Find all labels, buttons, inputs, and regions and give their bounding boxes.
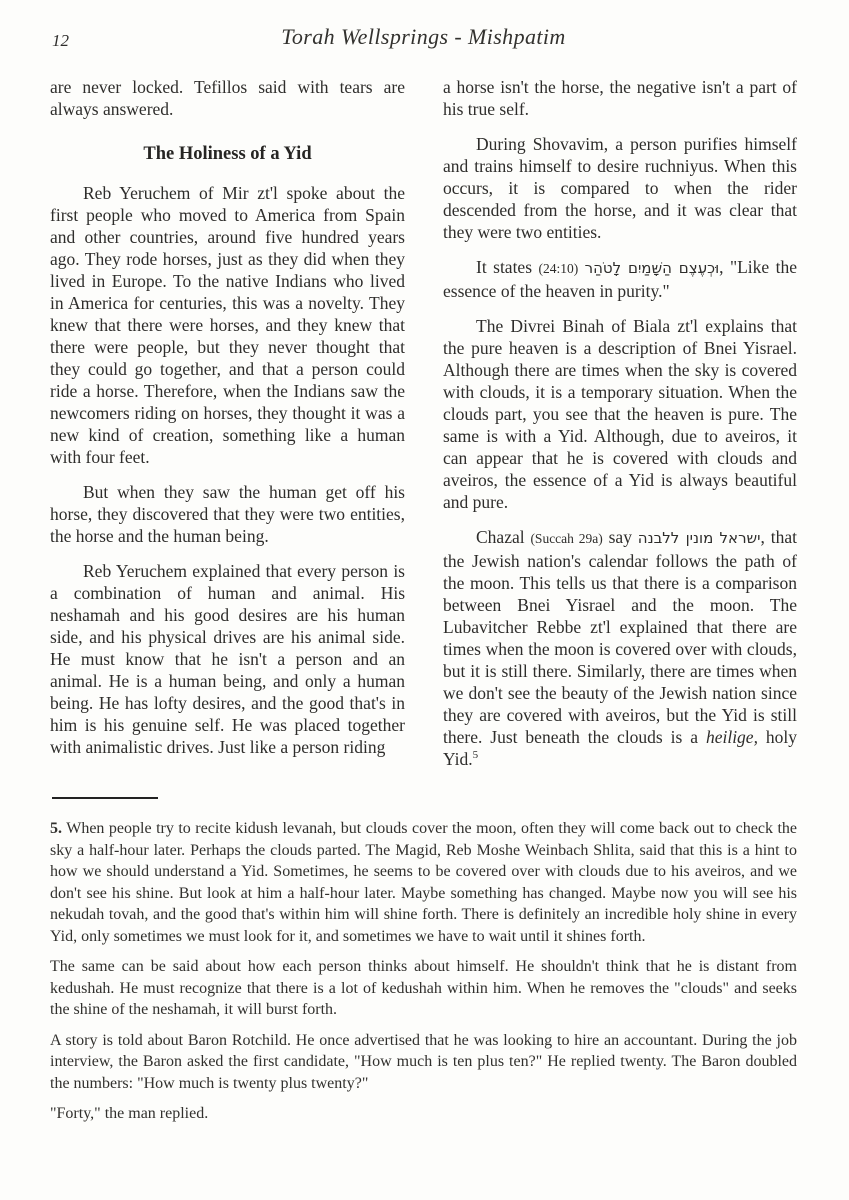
verse-translation: , "Like the essence of the heaven in purity." <box>443 257 797 301</box>
body-columns <box>50 76 797 783</box>
footnote-5-text: When people try to recite kidush levanah, but clouds cover the moon, often they will come back out to check the sky a half-hour later. Perhaps the clouds parted. The Magid, Reb Moshe Weinbach Shlita, said that this is a hint to how we should understand a Yid. Sometimes, he seems to be covered over with clouds due to his aveiros, and we don't see his shine. But look at him a half-hour later. Maybe something has changed. Maybe now you will see his nekudah tovah, and the good that's within him will shine forth. There is definitely an incredible holy shine in every Yid, only sometimes we must look for it, and sometimes we have to wait until it shines forth. <box>50 820 797 945</box>
paragraph-combination: Reb Yeruchem explained that every person is a combination of human and animal. His neshamah and his good desires are his human side, and his physical drives are his animal side. He must know that he isn't a person and an animal. He is a human being, and only a human being. He has lofty desires, and the good that's in him is his genuine self. He was placed together with animalistic drives. Just like a person riding <box>50 561 405 757</box>
yiddish-word: heilige, <box>705 727 758 747</box>
verse-paragraph <box>443 256 797 302</box>
paragraph-divrei-binah: The Divrei Binah of Biala zt'l explains that the pure heaven is a description of Bnei Yisrael. Although there are times when the sky is covered with clouds, it is a temporary situation. When the clouds part, you see that the heaven is pure. The same is with a Yid. Although, due to aveiros, it can appear that he is covered with clouds and aveiros, the essence of a Yid is always beautiful and pure. <box>443 316 797 512</box>
paragraph-two-entities: But when they saw the human get off his horse, they discovered that they were two entities, the horse and the human being. <box>50 482 405 546</box>
chazal-body: , that the Jewish nation's calendar follows the path of the moon. This tells us that there is a comparison between Bnei Yisrael and the moon. The Lubavitcher Rebbe zt'l explained that there are times when the moon is covered over with clouds, but it is still there. Similarly, there are times when we don't see the beauty of the Jewish nation since they are covered with aveiros, but the Yid is still there. Just beneath the clouds is a <box>443 527 797 747</box>
verse-reference: (24:10) <box>538 261 579 276</box>
page-header <box>50 24 797 56</box>
paragraph-yeruchem-america: Reb Yeruchem of Mir zt'l spoke about the first people who moved to America from Spain and other countries, around five hundred years ago. They rode horses, just as they did when they lived in Europe. To the native Indians who lived in America for centuries, this was a novelty. They knew that there were horses, and they knew that there were people, but they never thought that they could go together, and that a person could ride a horse. Therefore, when the Indians saw the newcomers riding on horses, they thought it was a new kind of creation, something like a human with four feet. <box>50 183 405 467</box>
right-column <box>443 76 797 783</box>
footnotes-section <box>50 797 797 1125</box>
footnote-5 <box>50 818 797 947</box>
page-title: Torah Wellsprings - Mishpatim <box>281 24 566 49</box>
footnote-paragraph-same-about-himself: The same can be said about how each person thinks about himself. He shouldn't think that he is distant from kedushah. He must recognize that there is a lot of kedushah within him. When he removes the "clouds" and seeks the shine of the neshamah, it will burst forth. <box>50 958 797 1018</box>
paragraph-shovavim: During Shovavim, a person purifies himself and trains himself to desire ruchniyus. When this occurs, it is compared to when the rider descended from the horse, and it was clear that they were two entities. <box>443 134 797 242</box>
chazal-reference: (Succah 29a) <box>530 531 603 546</box>
footnote-5-marker: 5. <box>50 820 62 837</box>
hebrew-chazal-text: ישראל מונין ללבנה <box>637 529 761 547</box>
chazal-paragraph <box>443 526 797 770</box>
continuation-paragraph: are never locked. Tefillos said with tears are always answered. <box>50 77 405 119</box>
chazal-lead: Chazal <box>476 527 531 547</box>
chazal-say: say <box>602 527 638 547</box>
section-heading: The Holiness of a Yid <box>143 144 312 164</box>
verse-lead: It states <box>476 257 539 277</box>
page-number: 12 <box>52 31 69 50</box>
left-column <box>50 76 405 783</box>
footnote-paragraph-baron-rotchild: A story is told about Baron Rotchild. He once advertised that he was looking to hire an accountant. During the job interview, the Baron asked the first candidate, "How much is ten plus ten?" He replied twenty. The Baron doubled the numbers: "How much is twenty plus twenty?" <box>50 1031 797 1092</box>
hebrew-verse-text: וּכְעֶצֶם הַשָּׁמַיִם לָטֹהַר <box>584 259 720 277</box>
footnote-reference-5: 5 <box>472 749 479 762</box>
continuation-paragraph: a horse isn't the horse, the negative isn't a part of his true self. <box>443 77 797 119</box>
chazal-tail: holy Yid. <box>443 727 797 769</box>
footnote-divider <box>52 797 158 799</box>
footnote-paragraph-forty: "Forty," the man replied. <box>50 1105 209 1122</box>
